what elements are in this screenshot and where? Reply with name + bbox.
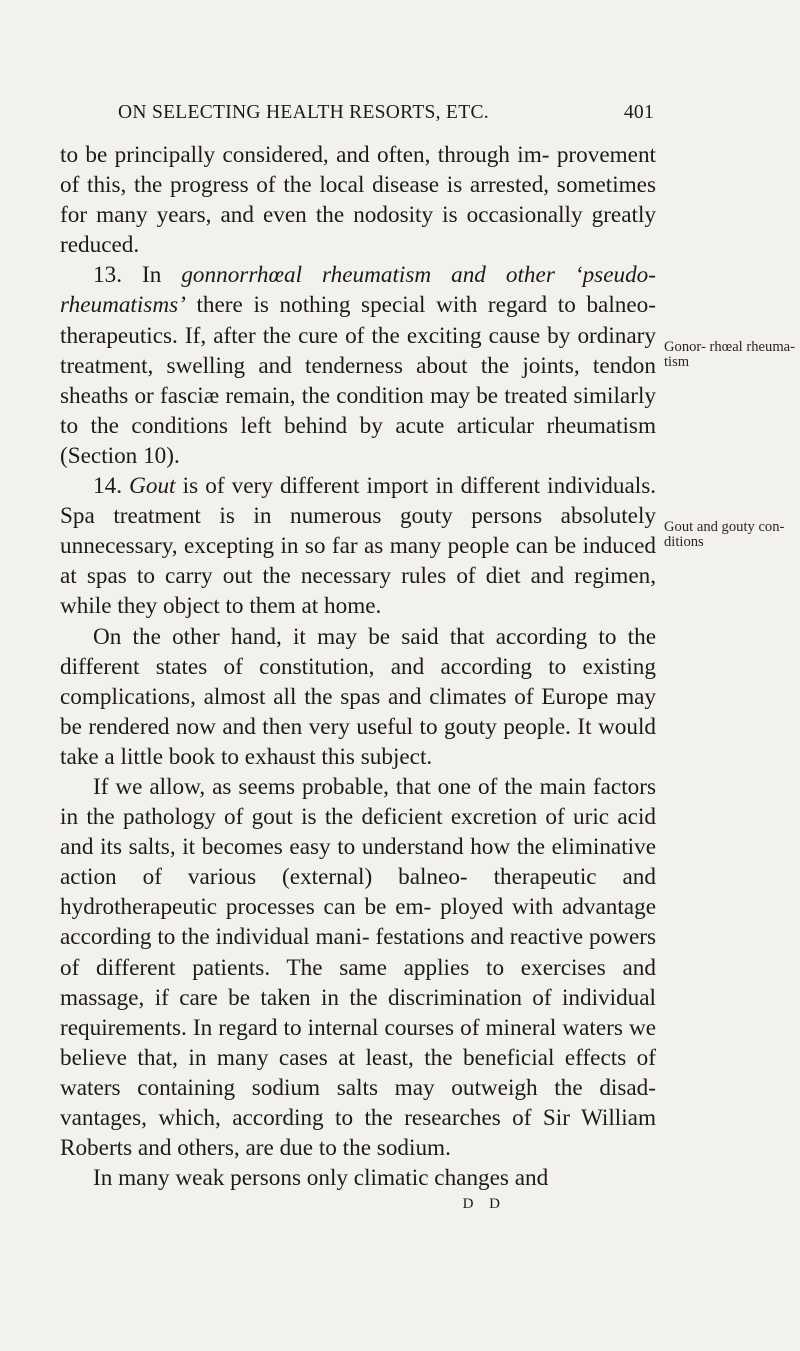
section-13-number: 13. In bbox=[93, 262, 182, 289]
paragraph-section-13 bbox=[60, 260, 656, 471]
section-14-text: is of very different import in different individuals. Spa treatment is in numerous gouty persons absolutely unnecessary, excepting in so far as many people can be induced at spas to carry out the necessary rules of diet and regimen, while they object to them at home. bbox=[60, 473, 657, 620]
running-header bbox=[118, 102, 654, 132]
paragraph-section-14 bbox=[60, 471, 656, 621]
running-title: ON SELECTING HEALTH RESORTS, ETC. bbox=[118, 102, 489, 123]
paragraph-weak-persons: In many weak persons only climatic changes and bbox=[93, 1165, 549, 1192]
paragraph-other-hand: On the other hand, it may be said that according to the different states of constitution, and according to existing complications, almost all the spas and climates of Europe may be rendered now and then very useful to gouty people. It would take a little book to exhaust this subject. bbox=[60, 623, 656, 770]
page-number: 401 bbox=[623, 102, 654, 123]
section-13-text: there is nothing special with regard to balneo-therapeutics. If, after the cure of the exciting cause by ordinary treatment, swelling and tenderness about the joints, tendon sheaths or fasciæ remain, the condition may be treated similarly to the conditions left behind by acute articular rheumatism (Section 10). bbox=[60, 292, 656, 469]
paragraph-continued: to be principally considered, and often, through im- provement of this, the progress of the local disease is arrested, sometimes for many years, and even the nodosity is occasionally greatly reduced. bbox=[60, 142, 656, 259]
signature-mark: D D bbox=[462, 1196, 506, 1213]
section-13-italic-term: gonnorrhœal rheumatism and other ‘pseudo- rheumatisms’ bbox=[60, 262, 656, 319]
margin-note-gout: Gout and gouty con- ditions bbox=[664, 519, 785, 550]
section-14-number: 14. bbox=[93, 473, 130, 500]
margin-note-gonorrhoeal: Gonor- rhœal rheuma- tism bbox=[664, 339, 796, 370]
section-14-italic-term: Gout bbox=[129, 473, 176, 500]
paragraph-pathology: If we allow, as seems probable, that one of the main factors in the pathology of gout is the deficient excretion of uric acid and its salts, it becomes easy to understand how the eliminative action of various (external) balneo- therapeutic and hydrotherapeutic processes can be em- ployed with advantage according to the individual mani- festations and reactive powers of different patients. The same applies to exercises and massage, if care be taken in the discrimination of individual requirements. In regard to internal courses of mineral waters we believe that, in many cases at least, the beneficial effects of waters containing sodium salts may outweigh the disad- vantages, which, according to the researches of Sir William Roberts and others, are due to the sodium. bbox=[60, 773, 656, 1162]
body-text bbox=[60, 140, 656, 1215]
